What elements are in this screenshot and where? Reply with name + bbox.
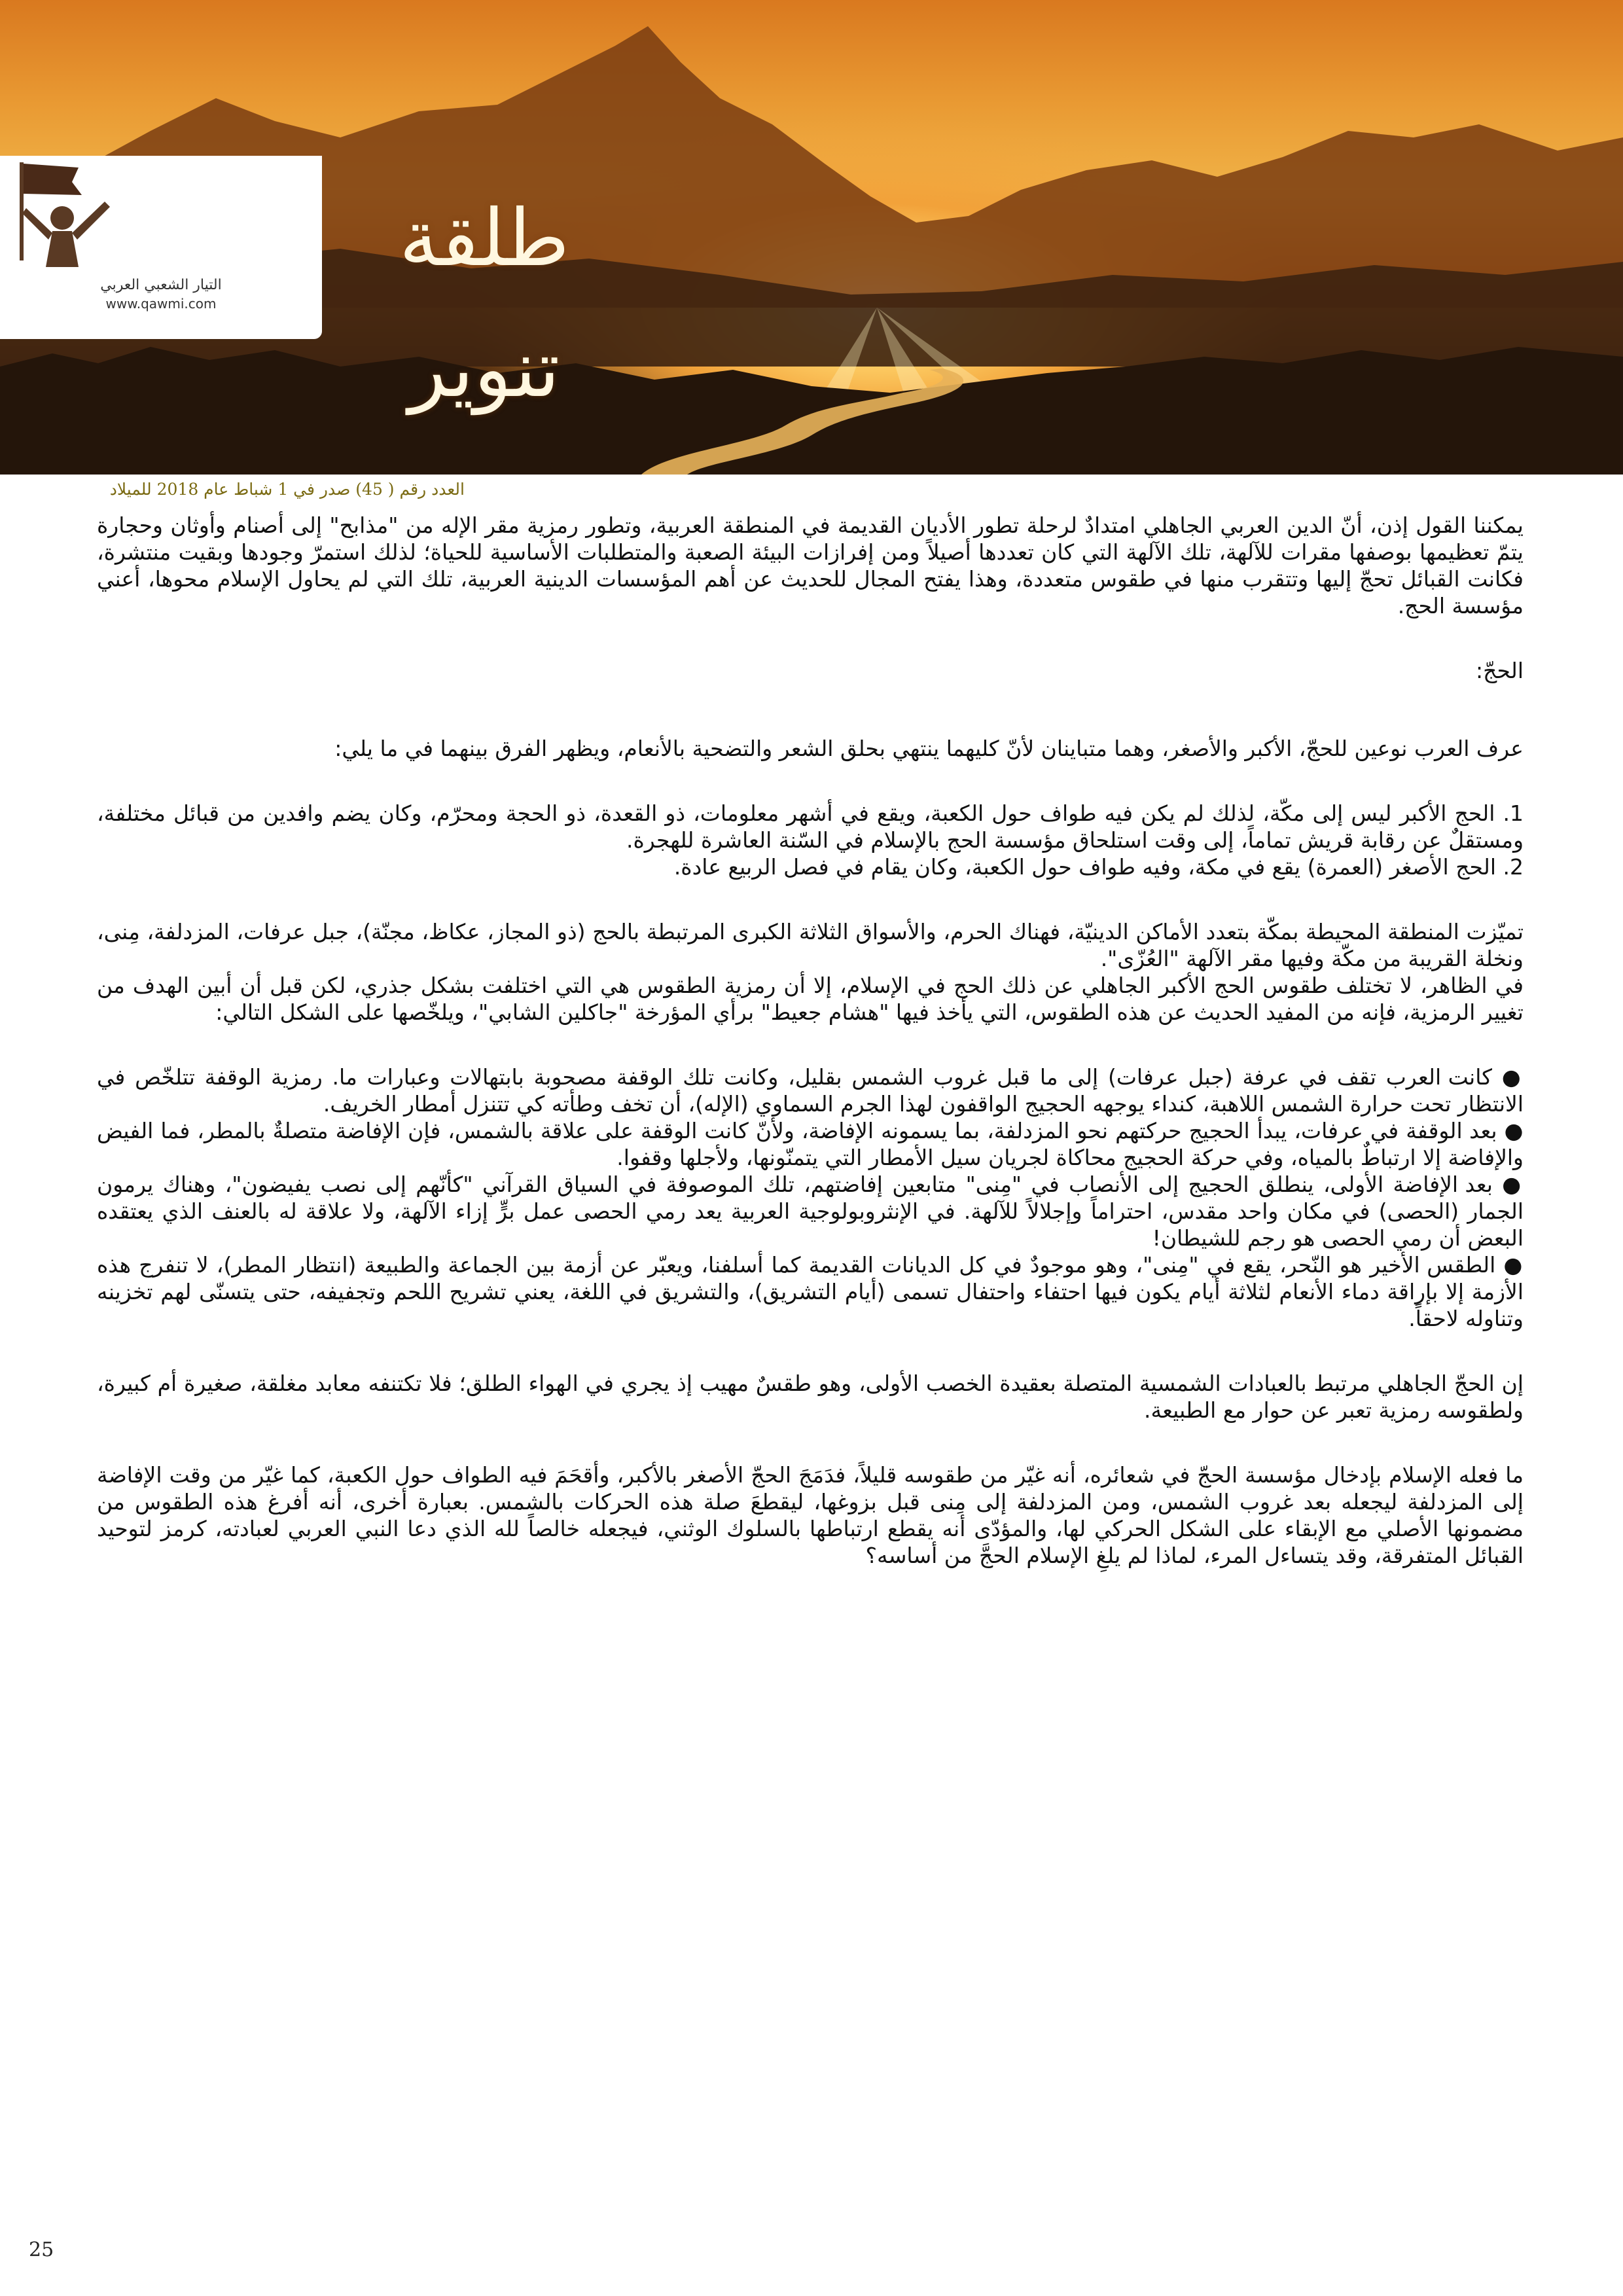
org-name: التيار الشعبي العربي [100, 277, 222, 293]
page-number: 25 [29, 2238, 54, 2261]
bullet-text: ● كانت العرب تقف في عرفة (جبل عرفات) إلى ما قبل غروب الشمس بقليل، وكانت تلك الوقفة مصحوبة بابتهالات وعبارات ما. رمزية الوقفة تتلخّص في الانتظار تحت حرارة الشمس اللاهبة، كنداء يوجهه الحجيج الواقفون لهذا الجرم السماوي (الإله)، أن تخف وطأته كي تتنزل أمطار الخريف. [97, 1064, 1524, 1117]
magazine-title: طلقة تنوير [399, 193, 570, 415]
bullet-ifada [97, 1117, 1524, 1171]
bullet-text: ● بعد الإفاضة الأولى، ينطلق الحجيج إلى الأنصاب في "مِنى" متابعين إفاضتهم، تلك الموصوفة في السياق القرآني "كأنّهم إلى نصب يفيضون"، وهناك يرمون الجمار (الحصى) في مكان واحد مقدس، احتراماً وإجلالاً للآلهة. في الإنثروبولوجية العربية يعد رمي الحصى عمل برٍّ إزاء الآلهة، ولا علاقة له بالعنف الذي يعتقده البعض أن رمي الحصى هو رجم للشيطان! [97, 1172, 1524, 1251]
org-url: www.qawmi.com [105, 296, 217, 312]
bullet-text: ● بعد الوقفة في عرفات، يبدأ الحجيج حركتهم نحو المزدلفة، بما يسمونه الإفاضة، ولأنّ كانت الوقفة على علاقة بالشمس، فإن الإفاضة متصلةٌ بالمطر، فما الفيض والإفاضة إلا ارتباطٌ بالمياه، وفي حركة الحجيج محاكاة لجريان سيل الأمطار التي يتمنّونها، ولأجلها وقفوا. [97, 1118, 1524, 1170]
paragraph-solar-worship: إن الحجّ الجاهلي مرتبط بالعبادات الشمسية المتصلة بعقيدة الخصب الأولى، وهو طقسٌ مهيب إذ يجري في الهواء الطلق؛ فلا تكتنفه معابد مغلقة، صغيرة أم كبيرة، ولطقوسه رمزية تعبر عن حوار مع الطبيعة. [97, 1371, 1524, 1423]
logo-card [0, 156, 322, 339]
paragraph-ritual-symbolism: في الظاهر، لا تختلف طقوس الحج الأكبر الجاهلي عن ذلك الحج في الإسلام، إلا أن رمزية الطقوس هي التي اختلفت بشكل جذري، لكن قبل أن أبين الهدف من تغيير الرمزية، فإنه من المفيد الحديث عن هذه الطقوس، التي يأخذ فيها "هشام جعيط" برأي المؤرخة "جاكلين الشابي"، ويلخّصها على الشكل التالي: [97, 973, 1524, 1025]
paragraph-two-types: عرف العرب نوعين للحجّ، الأكبر والأصغر، وهما متباينان لأنّ كليهما ينتهي بحلق الشعر والتضحية بالأنعام، ويظهر الفرق بينهما في ما يلي: [334, 736, 1524, 761]
paragraph-holy-places: تميّزت المنطقة المحيطة بمكّة بتعدد الأماكن الدينيّة، فهناك الحرم، والأسواق الثلاثة الكبرى المرتبطة بالحج (ذو المجاز، عكاظ، مجنّة)، جبل عرفات، المزدلفة، مِنى، ونخلة القريبة من مكّة وفيها مقر الآلهة "العُزّى". [97, 919, 1524, 971]
bullet-arafat-standing [97, 1064, 1524, 1117]
flag-torch-logo-icon [0, 156, 118, 267]
issue-info: العدد رقم ( 45) صدر في 1 شباط عام 2018 للميلاد [109, 480, 465, 499]
paragraph-islam-changes: ما فعله الإسلام بإدخال مؤسسة الحجّ في شعائره، أنه غيّر من طقوسه قليلاً، فدَمَجَ الحجّ الأصغر بالأكبر، وأقحَمَ فيه الطواف حول الكعبة، كما غيّر من وقت الإفاضة إلى المزدلفة ليجعله بعد غروب الشمس، ومن المزدلفة إلى مِنى قبل بزوغها، ليقطعَ صلة هذه الحركات بالشمس. بعبارة أخرى، أنه أفرغ هذه الطقوس من مضمونها الأصلي مع الإبقاء على الشكل الحركي لها، والمؤدّى أنه يقطع ارتباطها بالسلوك الوثني، فيجعله خالصاً لله الذي دعا النبي العربي لعبادته، كرمز لتوحيد القبائل المتفرقة، وقد يتساءل المرء، لماذا لم يلغِ الإسلام الحجَّ من أساسه؟ [97, 1462, 1524, 1568]
header-banner [0, 0, 1623, 475]
bullet-mina-stoning [97, 1171, 1524, 1251]
list-item-lesser-hajj: 2. الحج الأصغر (العمرة) يقع في مكة، وفيه طواف حول الكعبة، وكان يقام في فصل الربيع عادة. [673, 854, 1524, 880]
paragraph-intro: يمكننا القول إذن، أنّ الدين العربي الجاهلي امتدادٌ لرحلة تطور الأديان القديمة في المنطقة العربية، وتطور رمزية مقر الإله من "مذابح" إلى أصنام وأوثان وحجارة يتمّ تعظيمها بوصفها مقرات للآلهة، تلك الآلهة التي كان تعددها أصيلاً ومن إفرازات البيئة الصعبة والمتطلبات الأساسية للحياة؛ لذلك استمرّ وجودها وبقيت منتشرة، فكانت القبائل تحجّ إليها وتتقرب منها في طقوس متعددة، وهذا يفتح المجال للحديث عن أهم المؤسسات الدينية العربية، تلك التي لم يحاول الإسلام محوها، أعني مؤسسة الحج. [97, 512, 1524, 619]
bullet-text: ● الطقس الأخير هو النّحر، يقع في "مِنى"، وهو موجودٌ في كل الديانات القديمة كما أسلفنا، ويعبّر عن أزمة بين الجماعة والطبيعة (انتظار المطر)، لا تنفرج هذه الأزمة إلا بإراقة دماء الأنعام لثلاثة أيام يكون فيها احتفاء واحتفال تسمى (أيام التشريق)، والتشريق في اللغة، يعني تشريح اللحم وتجفيفه، حتى يتسنّى لهم تخزينه وتناوله لاحقاً. [97, 1252, 1524, 1331]
article-body [97, 512, 1524, 1607]
section-heading-hajj: الحجّ: [1476, 658, 1524, 683]
bullet-sacrifice [97, 1251, 1524, 1332]
list-item-greater-hajj: 1. الحج الأكبر ليس إلى مكّة، لذلك لم يكن فيه طواف حول الكعبة، ويقع في أشهر معلومات، ذو القعدة، ذو الحجة ومحرّم، وكان يضم وافدين من قبائل مختلفة، ومستقلٌ عن رقابة قريش تماماً، إلى وقت استلحاق مؤسسة الحج بالإسلام في السّنة العاشرة للهجرة. [97, 800, 1524, 853]
